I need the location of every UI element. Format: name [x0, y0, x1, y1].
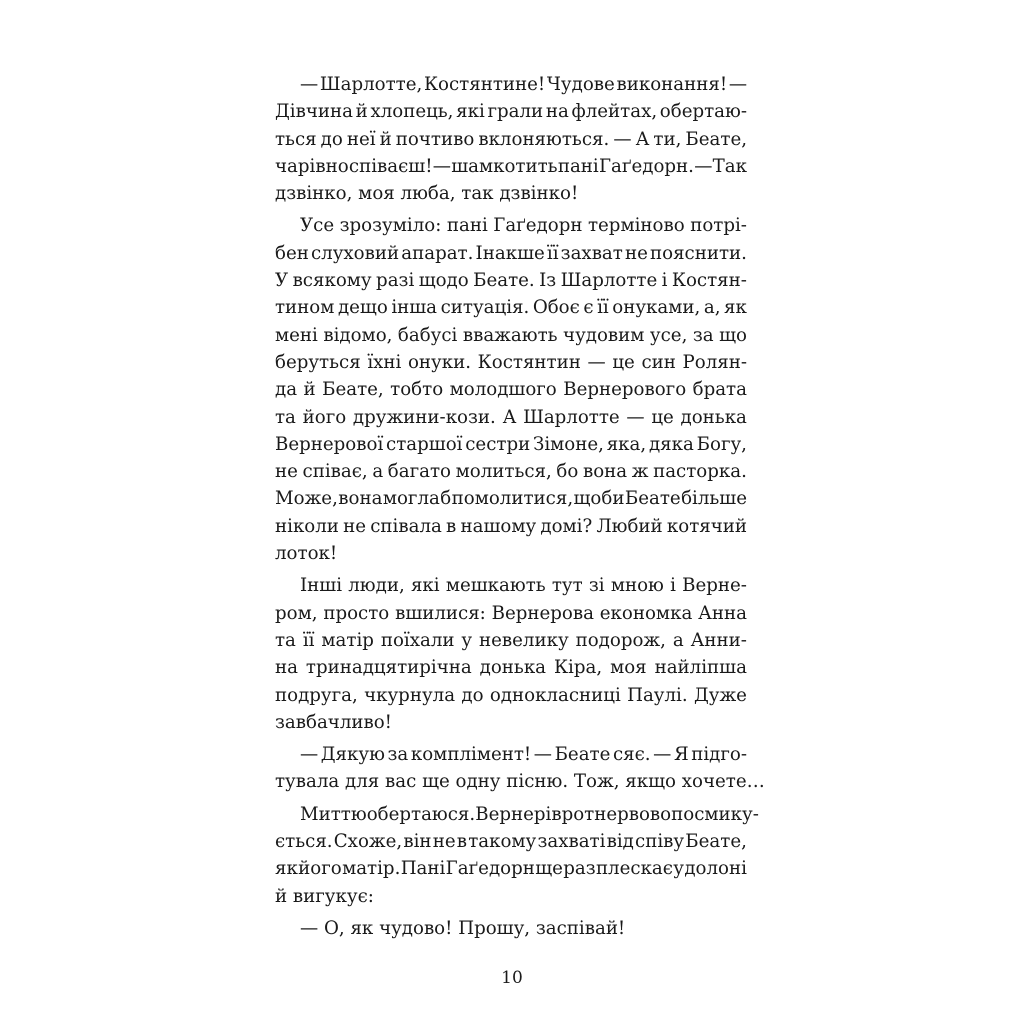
word: Із [539, 270, 557, 292]
word: такому [468, 831, 537, 853]
word: ситуація. [440, 297, 530, 319]
word: просто [323, 602, 390, 624]
word: А [502, 406, 517, 428]
word: Інші [300, 575, 343, 597]
text-line [275, 126, 747, 153]
word: Беате, [322, 379, 384, 401]
word: пані [446, 215, 488, 237]
word: це [612, 351, 635, 373]
word: а [672, 629, 684, 651]
text-line [275, 212, 747, 239]
word: більше [681, 488, 747, 510]
word: б [440, 488, 452, 510]
word: моя [610, 657, 647, 679]
word: від [606, 831, 634, 853]
word: що [719, 324, 747, 346]
word: донька [479, 657, 547, 679]
text-line: завбачливо! [275, 711, 392, 733]
word: щоби [573, 488, 625, 510]
word: невелику [479, 629, 569, 651]
word: Богу, [696, 433, 747, 455]
text-line: тувала для вас ще одну пісню. Тож, якщо хочете… [275, 771, 765, 793]
word: Костян- [671, 270, 747, 292]
word: захваті [537, 831, 606, 853]
word: помолитися, [451, 488, 574, 510]
text-line [275, 458, 747, 485]
word: — [300, 744, 319, 766]
word: зі [588, 575, 605, 597]
word: разі [376, 270, 415, 292]
text-line: лоток! [275, 543, 338, 565]
word: Усе [300, 215, 335, 237]
text-line [275, 627, 747, 654]
word: апарат. [401, 242, 474, 264]
word: — [613, 128, 632, 150]
word: хлопець, [370, 101, 454, 123]
word: матір. [342, 858, 401, 880]
word: Костянтине! [423, 74, 546, 95]
word: вклоняються. [478, 128, 610, 150]
word: люди, [348, 575, 405, 597]
word: за [692, 324, 714, 346]
word: Гаґедорн [493, 215, 583, 237]
word: ється. [275, 831, 333, 853]
word: Верне- [682, 575, 747, 597]
word: тут [551, 575, 583, 597]
word: вважають [462, 324, 558, 346]
word: всякому [292, 270, 372, 292]
word: Паулі. [627, 684, 688, 706]
word: Любий [596, 515, 663, 537]
text-line [275, 240, 747, 267]
word: до [320, 128, 343, 150]
word: не [624, 242, 648, 264]
word: Шарлотте [523, 406, 620, 428]
word: в [446, 515, 457, 537]
word: флейтах, [571, 101, 658, 123]
text-line [275, 801, 759, 828]
word: пані [557, 155, 599, 177]
word: — [653, 744, 672, 766]
word: в [456, 831, 468, 853]
word: його [302, 406, 347, 428]
word: співу [635, 831, 685, 853]
word: у [461, 629, 473, 651]
word: дружини-кози. [352, 406, 496, 428]
word: подруга, [275, 684, 358, 706]
text-line [275, 71, 747, 98]
word: молиться, [455, 461, 552, 483]
word: бен [275, 242, 309, 264]
word: Анни- [690, 629, 747, 651]
word: не [343, 515, 367, 537]
word: грали [487, 101, 544, 123]
word: Кіра, [553, 657, 603, 679]
word: тином [275, 297, 335, 319]
word: щодо [418, 270, 469, 292]
word: дещо [337, 297, 388, 319]
text-line [275, 654, 747, 681]
paragraph [275, 915, 747, 942]
text-line [275, 855, 747, 882]
word: ром, [275, 602, 318, 624]
word: мені [275, 324, 318, 346]
word: чкурнула [364, 684, 456, 706]
page-number: 10 [501, 968, 523, 988]
word: співала [370, 515, 442, 537]
word: онуками, [612, 297, 701, 319]
word: однокласниці [489, 684, 621, 706]
word: раз [563, 858, 596, 880]
word: молодшого [449, 379, 557, 401]
text-line [275, 682, 747, 709]
word: усе, [649, 324, 688, 346]
word: вшилися: [395, 602, 486, 624]
word: Може, [275, 488, 338, 510]
word: Пані [400, 858, 446, 880]
paragraph [275, 572, 747, 736]
word: Інакше [475, 242, 545, 264]
word: Дівчина [275, 101, 353, 123]
text-line [275, 741, 747, 768]
text-line: дзвінко, моя люба, так дзвінко! [275, 183, 579, 205]
word: співає, [302, 461, 368, 483]
word: тобто [390, 379, 444, 401]
text-line [275, 153, 747, 180]
text-line [275, 267, 747, 294]
word: й [379, 128, 392, 150]
word: підго- [691, 744, 747, 766]
word: інша [391, 297, 438, 319]
word: Гаґедорн [445, 858, 535, 880]
word: долоні [684, 858, 747, 880]
word: чарівно [275, 155, 349, 177]
word: — [533, 744, 552, 766]
word: та [275, 629, 296, 651]
word: Зімоне, [533, 433, 604, 455]
text-line [275, 404, 747, 431]
text-line [275, 98, 747, 125]
word: Так [712, 155, 747, 177]
word: Беате [624, 488, 681, 510]
word: Я [673, 744, 689, 766]
body-text [275, 71, 765, 942]
word: — [432, 155, 451, 177]
word: мною [610, 575, 664, 597]
word: не [275, 461, 298, 483]
word: ж [631, 461, 649, 483]
word: зрозуміло: [339, 215, 442, 237]
word: терміново [587, 215, 685, 237]
text-line [275, 572, 747, 599]
text-line [275, 376, 747, 403]
word: — [587, 351, 606, 373]
word: й [303, 379, 316, 401]
word: комплімент! [410, 744, 532, 766]
word: ще [535, 858, 563, 880]
word: Беате. [473, 270, 535, 292]
word: домі? [540, 515, 593, 537]
word: багато [387, 461, 451, 483]
word: потрі- [690, 215, 747, 237]
word: да [275, 379, 298, 401]
word: на [275, 657, 298, 679]
word: Анна [698, 602, 747, 624]
word: могла [382, 488, 440, 510]
word: її [546, 242, 559, 264]
word: неї [346, 128, 376, 150]
word: обертаю- [659, 101, 747, 123]
paragraph [275, 741, 765, 796]
word: шамкотить [451, 155, 558, 177]
word: Беате [554, 744, 611, 766]
word: чудовим [563, 324, 645, 346]
word: Ролян- [682, 351, 747, 373]
word: ти, [653, 128, 682, 150]
word: які [456, 101, 485, 123]
text-line [275, 828, 747, 855]
word: — [626, 406, 645, 428]
word: ться [275, 128, 317, 150]
word: до [461, 684, 484, 706]
word: обертаюся. [366, 803, 476, 825]
word: її [597, 297, 609, 319]
word: нервово [594, 803, 672, 825]
word: як [724, 297, 747, 319]
word: У [275, 270, 289, 292]
word: виконання! [616, 74, 728, 95]
word: Шарлотте [560, 270, 658, 292]
word: донька [680, 406, 747, 428]
word: найліпша [654, 657, 747, 679]
word: поїхали [380, 629, 455, 651]
word: він [403, 831, 432, 853]
word: економка [599, 602, 693, 624]
word: Шарлотте, [319, 74, 423, 95]
word: — [300, 74, 319, 95]
word: бо [556, 461, 579, 483]
word: Вернерів [475, 803, 562, 825]
word: пасторка. [653, 461, 747, 483]
word: їхні [367, 351, 402, 373]
word: це [651, 406, 674, 428]
word: слуховий [310, 242, 400, 264]
text-line [275, 513, 747, 540]
word: Миттю [300, 803, 367, 825]
word: тринадцятирічна [305, 657, 472, 679]
word: Вернерової [275, 433, 384, 455]
word: й [355, 101, 368, 123]
text-line [275, 322, 747, 349]
paragraph [275, 212, 747, 567]
word: син [641, 351, 676, 373]
text-line: й вигукує: [275, 885, 374, 907]
word: Беате, [685, 831, 747, 853]
text-line [275, 349, 747, 376]
word: його [298, 858, 342, 880]
word: співаєш! [348, 155, 433, 177]
word: ніколи [275, 515, 339, 537]
word: у [673, 858, 684, 880]
word: і [661, 270, 668, 292]
word: які [410, 575, 440, 597]
paragraph [275, 801, 759, 910]
word: нашому [460, 515, 537, 537]
word: пояснити. [650, 242, 747, 264]
paragraph [275, 71, 747, 207]
word: Дякую [320, 744, 385, 766]
word: як [275, 858, 298, 880]
word: Обоє [532, 297, 580, 319]
word: вона [582, 461, 628, 483]
word: подорож, [575, 629, 666, 651]
word: почтиво [395, 128, 475, 150]
text-line [275, 294, 747, 321]
word: бабусі [397, 324, 458, 346]
word: захват [560, 242, 623, 264]
word: Вернерова [491, 602, 594, 624]
word: і [670, 575, 676, 597]
word: Вернерового [563, 379, 687, 401]
word: беруться [275, 351, 361, 373]
word: рот [561, 803, 595, 825]
word: — [694, 155, 713, 177]
word: яка, [606, 433, 647, 455]
word: матір [321, 629, 374, 651]
word: — [728, 74, 747, 95]
text-line [275, 600, 747, 627]
word: на [545, 101, 569, 123]
word: старшої [386, 433, 463, 455]
text-line [275, 485, 747, 512]
text-line [275, 431, 747, 458]
word: за [387, 744, 409, 766]
word: дяка [648, 433, 694, 455]
word: відомо, [323, 324, 393, 346]
word: А [635, 128, 650, 150]
word: сяє. [612, 744, 651, 766]
word: онуки. [407, 351, 472, 373]
word: не [432, 831, 456, 853]
text-line: — О, як чудово! Прошу, заспівай! [300, 917, 626, 939]
word: Гаґедорн. [598, 155, 694, 177]
word: Чудове [546, 74, 615, 95]
word: вона [338, 488, 383, 510]
word: Беате, [685, 128, 747, 150]
word: та [275, 406, 296, 428]
word: мешкають [445, 575, 546, 597]
word: посмику- [671, 803, 759, 825]
word: Дуже [693, 684, 747, 706]
word: плескає [595, 858, 673, 880]
word: а [372, 461, 384, 483]
word: брата [692, 379, 747, 401]
word: а, [703, 297, 721, 319]
word: є [583, 297, 594, 319]
word: Схоже, [333, 831, 403, 853]
word: котячий [666, 515, 747, 537]
word: сестри [465, 433, 531, 455]
word: її [302, 629, 315, 651]
word: Костянтин [477, 351, 581, 373]
